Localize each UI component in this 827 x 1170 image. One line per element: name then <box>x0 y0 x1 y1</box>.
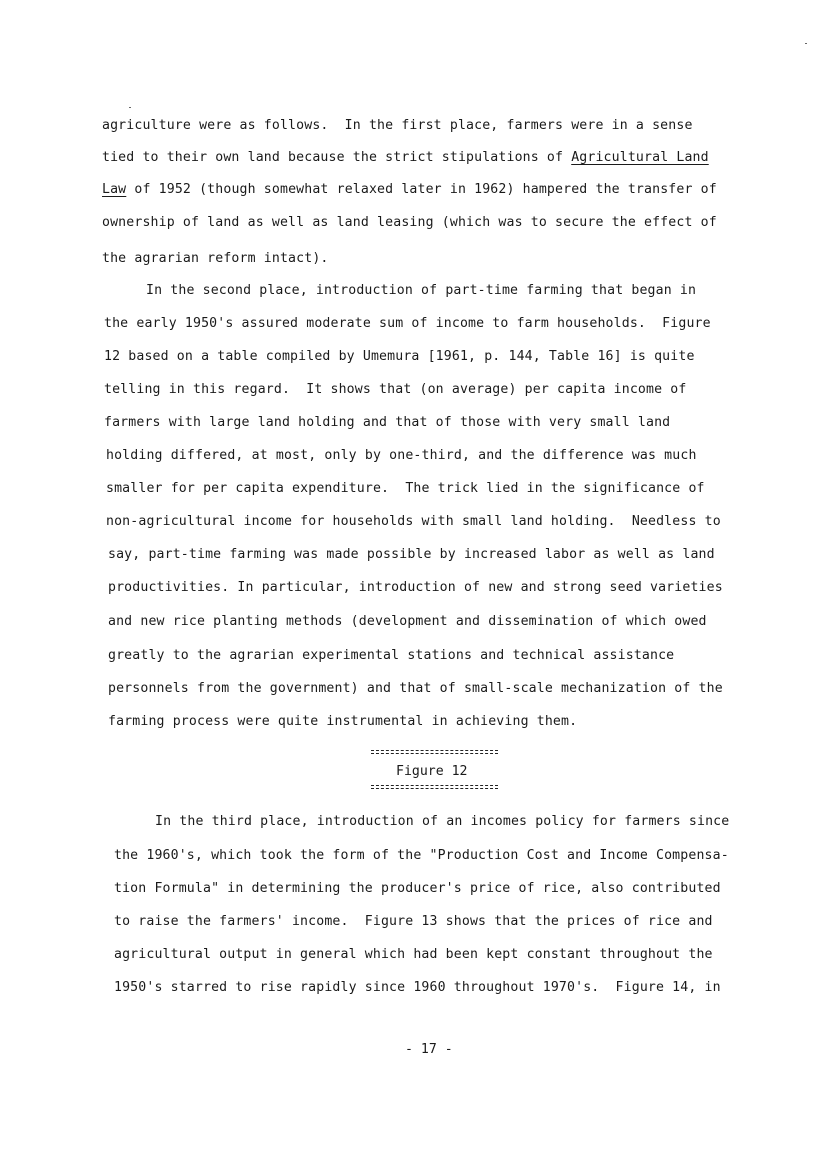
text-line: to raise the farmers' income. Figure 13 shows that the prices of rice and <box>114 914 713 929</box>
text-line: agricultural output in general which had been kept constant throughout the <box>114 947 713 962</box>
text-line: say, part-time farming was made possible by increased labor as well as land <box>108 547 715 562</box>
text-line: the 1960's, which took the form of the "Production Cost and Income Compensa- <box>114 848 729 863</box>
text-line: 1950's starred to rise rapidly since 1960 throughout 1970's. Figure 14, in <box>114 980 721 995</box>
text-line: smaller for per capita expenditure. The trick lied in the significance of <box>106 481 705 496</box>
scan-speck <box>805 43 807 44</box>
text-line: tion Formula" in determining the producer's price of rice, also contributed <box>114 881 721 896</box>
text-line: 12 based on a table compiled by Umemura [1961, p. 144, Table 16] is quite <box>104 349 695 364</box>
text-line: In the second place, introduction of part-time farming that began in <box>146 283 697 298</box>
figure-bottom-rule <box>371 785 498 789</box>
text-line: farmers with large land holding and that of those with very small land <box>104 415 671 430</box>
text-line: the agrarian reform intact). <box>102 251 329 266</box>
text-line: personnels from the government) and that of small-scale mechanization of the <box>108 681 723 696</box>
text-line: and new rice planting methods (development and dissemination of which owed <box>108 614 707 629</box>
law-title-underlined: Law <box>102 182 127 197</box>
text-line <box>102 182 717 198</box>
text-line: non-agricultural income for households with small land holding. Needless to <box>106 514 721 529</box>
text-line: ownership of land as well as land leasing (which was to secure the effect of <box>102 215 717 230</box>
scan-speck <box>129 107 131 108</box>
law-title-underlined: Agricultural Land <box>571 150 709 165</box>
text-line <box>102 150 709 166</box>
text-line: greatly to the agrarian experimental stations and technical assistance <box>108 648 675 663</box>
figure-label: Figure 12 <box>396 764 468 779</box>
text-line: productivities. In particular, introduction of new and strong seed varieties <box>108 580 723 595</box>
text-line: holding differed, at most, only by one-third, and the difference was much <box>106 448 697 463</box>
figure-top-rule <box>371 750 498 754</box>
text-span: of 1952 (though somewhat relaxed later in 1962) hampered the transfer of <box>126 182 717 197</box>
page-number: - 17 - <box>405 1042 453 1057</box>
text-line: telling in this regard. It shows that (on average) per capita income of <box>104 382 687 397</box>
text-line: farming process were quite instrumental in achieving them. <box>108 714 578 729</box>
text-line: In the third place, introduction of an incomes policy for farmers since <box>155 814 730 829</box>
text-line: the early 1950's assured moderate sum of income to farm households. Figure <box>104 316 711 331</box>
text-span: tied to their own land because the strict stipulations of <box>102 150 572 165</box>
text-line: agriculture were as follows. In the first place, farmers were in a sense <box>102 118 693 133</box>
